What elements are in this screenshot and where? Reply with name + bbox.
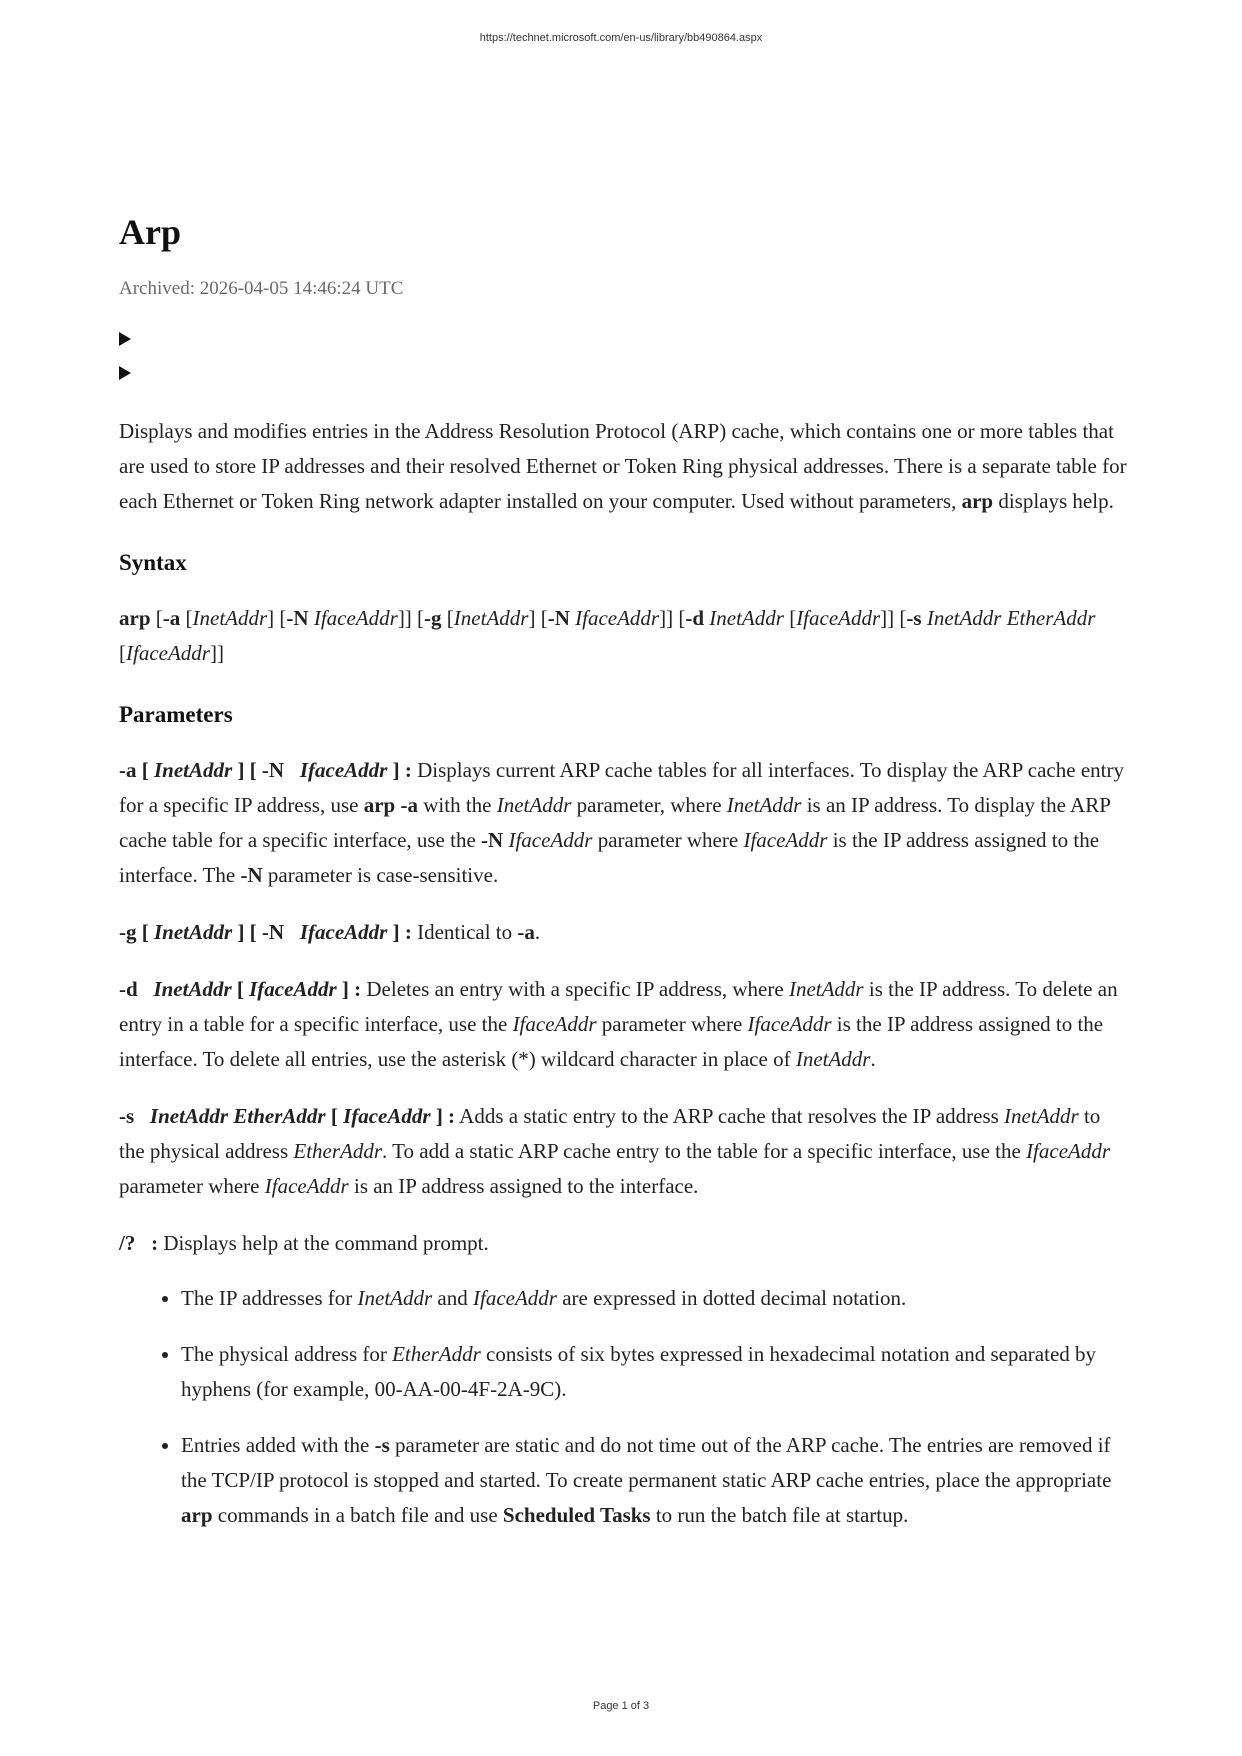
param-arg: InetAddr <box>795 1047 871 1071</box>
param-label-text: ] : <box>430 1104 456 1128</box>
param-label-text: ] [ -N <box>232 758 300 782</box>
param-help-label: /? : <box>119 1231 159 1255</box>
param-arg: InetAddr <box>1004 1104 1079 1128</box>
syntax-arg: InetAddr <box>709 606 784 630</box>
param-text: parameter where <box>596 1012 748 1036</box>
details-toggle[interactable] <box>119 322 1129 356</box>
param-label-text: ] [ -N <box>232 920 300 944</box>
list-item <box>181 1281 1129 1316</box>
param-text: . <box>870 1047 876 1071</box>
note-arg: EtherAddr <box>392 1342 481 1366</box>
syntax-text: ]] [ <box>880 606 907 630</box>
syntax-switch: -N <box>286 606 309 630</box>
param-arg: IfaceAddr <box>264 1174 349 1198</box>
param-text: Deletes an entry with a specific IP address, where <box>361 977 789 1001</box>
param-text: Adds a static entry to the ARP cache that resolves the IP address <box>455 1104 1005 1128</box>
param-arg: IfaceAddr <box>743 828 828 852</box>
article <box>119 210 1129 1554</box>
param-label-text: [ <box>231 977 250 1001</box>
page-url-header: https://technet.microsoft.com/en-us/library/bb490864.aspx <box>479 32 763 44</box>
param-a <box>119 753 1129 893</box>
syntax-arg: IfaceAddr <box>126 641 210 665</box>
page-title: Arp <box>119 212 181 252</box>
syntax-arg: InetAddr <box>453 606 529 630</box>
param-arg: InetAddr <box>788 977 864 1001</box>
param-arg: EtherAddr <box>293 1139 383 1163</box>
syntax-text: [ <box>783 606 797 630</box>
syntax-text: ] [ <box>528 606 548 630</box>
param-label-text: -a [ <box>119 758 154 782</box>
syntax-text: [ <box>441 606 454 630</box>
param-s <box>119 1099 1129 1204</box>
param-text: parameter is case-sensitive. <box>262 863 499 887</box>
note-bold: Scheduled Tasks <box>502 1503 651 1527</box>
note-text: to run the batch file at startup. <box>650 1503 909 1527</box>
syntax-switch: -a <box>162 606 181 630</box>
param-text: Identical to <box>411 920 518 944</box>
note-arg: InetAddr <box>357 1286 433 1310</box>
syntax-text: [ <box>119 641 126 665</box>
param-text: Displays help at the command prompt. <box>158 1231 489 1255</box>
param-bold: -a <box>517 920 535 944</box>
notes-list <box>119 1281 1129 1533</box>
note-text: parameter are static and do not time out of the ARP cache. The entries are removed if the TCP/IP protocol is stopped and started. To create permanent static ARP cache entries, place the appropriate <box>181 1433 1112 1492</box>
param-label-text: -g [ <box>119 920 154 944</box>
syntax-command: arp <box>119 606 151 630</box>
param-label-text: [ <box>325 1104 344 1128</box>
syntax-arg: IfaceAddr <box>313 606 398 630</box>
param-text: parameter where <box>592 828 744 852</box>
param-a-label <box>119 758 412 782</box>
param-text: parameter, where <box>571 793 727 817</box>
parameters-heading: Parameters <box>119 702 233 727</box>
syntax-text: ] [ <box>267 606 287 630</box>
note-text: and <box>432 1286 473 1310</box>
note-bold: arp <box>181 1503 213 1527</box>
details-toggle[interactable] <box>119 356 1129 390</box>
param-text: is an IP address assigned to the interface. <box>348 1174 699 1198</box>
param-g-label <box>119 920 412 944</box>
triangle-right-icon[interactable] <box>119 366 131 380</box>
note-text: consists of six bytes expressed in hexadecimal notation and separated by hyphens (for example, 00-AA-00-4F-2A-9C). <box>181 1342 1097 1401</box>
param-bold: -N <box>481 828 504 852</box>
param-text: is an IP address. To display the ARP cache table for a specific interface, use the <box>119 793 1111 852</box>
note-arg: IfaceAddr <box>473 1286 557 1310</box>
triangle-right-icon[interactable] <box>119 332 131 346</box>
param-label-arg: IfaceAddr <box>299 920 388 944</box>
note-text: The IP addresses for <box>181 1286 358 1310</box>
syntax-arg: EtherAddr <box>1006 606 1096 630</box>
syntax-arg: IfaceAddr <box>796 606 881 630</box>
param-label-arg: IfaceAddr <box>249 977 337 1001</box>
syntax-switch: -g <box>424 606 442 630</box>
param-text: Displays current ARP cache tables for all interfaces. To display the ARP cache entry for a specific IP address, use <box>119 758 1124 817</box>
note-text: The physical address for <box>181 1342 393 1366</box>
syntax-switch: -d <box>685 606 705 630</box>
note-text: are expressed in dotted decimal notation. <box>556 1286 907 1310</box>
param-text: is the IP address assigned to the interface. The <box>119 828 1100 887</box>
param-arg: InetAddr <box>726 793 802 817</box>
syntax-text: ]] <box>209 641 224 665</box>
param-label-arg: IfaceAddr <box>343 1104 431 1128</box>
param-bold: arp -a <box>363 793 418 817</box>
param-arg: IfaceAddr <box>512 1012 597 1036</box>
param-label-text: ] : <box>387 920 412 944</box>
note-bold: -s <box>374 1433 390 1457</box>
intro-paragraph <box>119 414 1129 519</box>
param-bold: -N <box>240 863 263 887</box>
syntax-arg: IfaceAddr <box>575 606 660 630</box>
param-arg: InetAddr <box>496 793 572 817</box>
param-d <box>119 972 1129 1077</box>
param-text: to the physical address <box>119 1104 1101 1163</box>
syntax-arg: InetAddr <box>192 606 268 630</box>
param-label-arg: InetAddr EtherAddr <box>149 1104 326 1128</box>
param-text: with the <box>417 793 497 817</box>
syntax-text: ]] [ <box>397 606 425 630</box>
param-label-arg: InetAddr <box>154 920 233 944</box>
param-label-text: -d <box>119 977 154 1001</box>
param-text: parameter where <box>119 1174 265 1198</box>
param-g <box>119 915 1129 950</box>
param-d-label <box>119 977 361 1001</box>
param-label-text: ] : <box>336 977 362 1001</box>
param-text: . <box>534 920 541 944</box>
syntax-switch: -s <box>906 606 922 630</box>
param-text: is the IP address assigned to the interface. To delete all entries, use the asterisk (*) wildcard character in place of <box>119 1012 1104 1071</box>
archived-timestamp: Archived: 2026-04-05 14:46:24 UTC <box>119 278 404 299</box>
param-label-text: ] : <box>387 758 412 782</box>
intro-command: arp <box>961 489 994 513</box>
param-arg: IfaceAddr <box>1026 1139 1111 1163</box>
param-arg: IfaceAddr <box>508 828 593 852</box>
param-arg: IfaceAddr <box>747 1012 832 1036</box>
param-help <box>119 1226 1129 1261</box>
param-label-arg: IfaceAddr <box>299 758 388 782</box>
syntax-text: ]] [ <box>659 606 686 630</box>
param-text: . To add a static ARP cache entry to the table for a specific interface, use the <box>382 1139 1027 1163</box>
list-item <box>181 1337 1129 1407</box>
note-text: commands in a batch file and use <box>212 1503 503 1527</box>
intro-text: Displays and modifies entries in the Address Resolution Protocol (ARP) cache, which contains one or more tables that are used to store IP addresses and their resolved Ethernet or Token Ring physical addresses. There is a separate table for each Ethernet or Token Ring network adapter installed on your computer. Used without parameters, <box>119 419 1127 513</box>
param-label-arg: InetAddr <box>154 758 233 782</box>
syntax-line <box>119 601 1129 671</box>
list-item <box>181 1428 1129 1533</box>
syntax-arg: InetAddr <box>926 606 1002 630</box>
toggle-list <box>119 322 1129 390</box>
note-text: Entries added with the <box>181 1433 375 1457</box>
intro-text: displays help. <box>993 489 1114 513</box>
param-text: is the IP address. To delete an entry in a table for a specific interface, use the <box>119 977 1118 1036</box>
param-label-arg: InetAddr <box>153 977 232 1001</box>
syntax-text: [ <box>180 606 193 630</box>
syntax-heading: Syntax <box>119 550 187 575</box>
param-s-label <box>119 1104 455 1128</box>
syntax-text: [ <box>150 606 163 630</box>
syntax-switch: -N <box>547 606 570 630</box>
param-label-text: -s <box>119 1104 150 1128</box>
page-number: Page 1 of 3 <box>592 1700 650 1712</box>
